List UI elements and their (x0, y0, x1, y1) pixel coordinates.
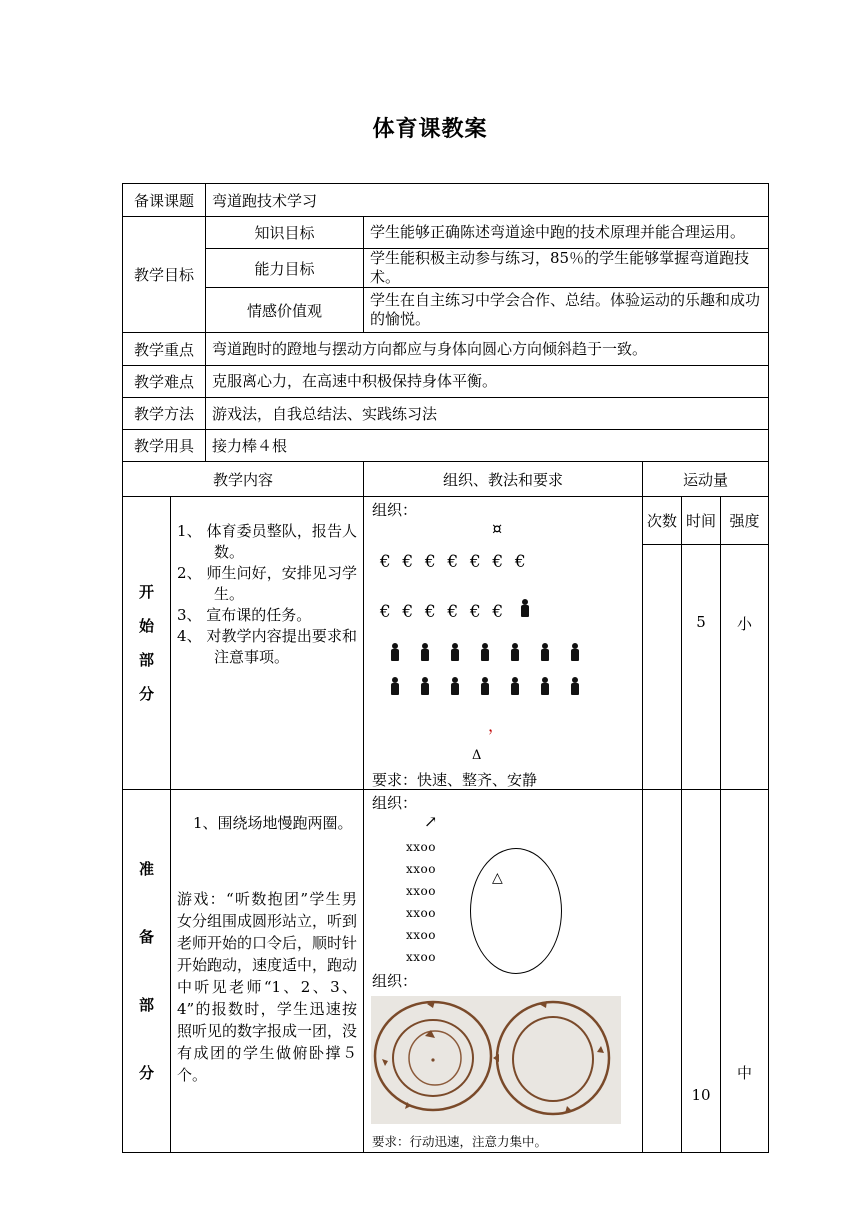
org-header: 组织、教法和要求 (364, 462, 643, 497)
prep-label-char: 备 (138, 928, 154, 946)
person-row-2 (380, 677, 590, 699)
goals-label: 教学目标 (123, 217, 206, 333)
row-group-2 (374, 599, 536, 622)
content-header: 教学内容 (123, 462, 364, 497)
goal-label-ability: 能力目标 (206, 249, 364, 288)
person-icon (530, 643, 560, 661)
prep-section-label (123, 790, 171, 1153)
key-label: 教学重点 (123, 333, 206, 366)
person-row-1 (380, 643, 590, 665)
red-mark: ， (488, 716, 505, 735)
row-group-1 (374, 552, 532, 572)
prep-time: 10 (682, 790, 721, 1153)
person-icon (380, 643, 410, 661)
teacher-triangle-icon: △ (492, 870, 503, 886)
person-icon (440, 643, 470, 661)
student-icon: € (402, 552, 414, 572)
student-icon: € (379, 602, 391, 622)
prep-label-char: 部 (138, 996, 154, 1014)
person-icon (514, 599, 536, 617)
prep-organization (364, 790, 643, 1153)
start-item-list (177, 497, 357, 668)
list-item: 1、围绕场地慢跑两圈。 (193, 814, 353, 832)
start-org-label: 组织： (372, 501, 418, 519)
difficulty-label: 教学难点 (123, 366, 206, 398)
circle-formation-drawing (371, 996, 621, 1124)
start-section-row (123, 497, 769, 545)
prep-intensity: 中 (721, 790, 769, 1153)
goal-value-knowledge: 学生能够正确陈述弯道途中跑的技术原理并能合理运用。 (364, 217, 769, 249)
person-icon (470, 643, 500, 661)
start-label-char: 部 (138, 651, 154, 669)
student-icon: € (402, 602, 414, 622)
person-icon (410, 643, 440, 661)
prep-org-label-1: 组织： (372, 794, 418, 812)
start-section-label (123, 497, 171, 790)
topic-label: 备课课题 (123, 184, 206, 217)
goal-label-knowledge: 知识目标 (206, 217, 364, 249)
difficulty-row (123, 366, 769, 398)
start-label-char: 开 (138, 583, 154, 601)
prep-org-label-2: 组织： (372, 972, 418, 990)
list-item: 4、 对教学内容提出要求和注意事项。 (177, 627, 358, 666)
count-header: 次数 (643, 497, 682, 545)
method-label: 教学方法 (123, 398, 206, 430)
start-requirement: 要求：快速、整齐、安静 (372, 771, 538, 789)
person-icon (500, 677, 530, 695)
student-icon: € (424, 552, 436, 572)
arrow-icon: ↗ (424, 812, 438, 831)
running-track-oval (470, 848, 562, 974)
list-item: 1、 体育委员整队，报告人数。 (177, 522, 358, 561)
list-item: 2、 师生问好，安排见习学生。 (177, 564, 358, 603)
topic-value: 弯道跑技术学习 (206, 184, 769, 217)
person-icon (380, 677, 410, 695)
student-icon: € (514, 552, 526, 572)
goal-value-ability: 学生能积极主动参与练习，85％的学生能够掌握弯道跑技术。 (364, 249, 769, 288)
content-header-row (123, 462, 769, 497)
student-icon: € (447, 552, 459, 572)
xxoo-row: xxoo (406, 906, 436, 920)
student-icon: € (379, 552, 391, 572)
student-icon: € (469, 552, 481, 572)
method-row (123, 398, 769, 430)
student-icon: € (492, 552, 504, 572)
person-icon (440, 677, 470, 695)
formation-photo (371, 996, 621, 1124)
teacher-icon: ¤ (492, 519, 503, 538)
xxoo-row: xxoo (406, 862, 436, 876)
prep-label-char: 准 (138, 860, 154, 878)
goal-row-knowledge (123, 217, 769, 249)
student-icon: € (469, 602, 481, 622)
person-icon (560, 643, 590, 661)
person-icon (530, 677, 560, 695)
start-organization (364, 497, 643, 790)
prep-requirement: 要求：行动迅速，注意力集中。 (372, 1134, 548, 1149)
tools-row (123, 430, 769, 462)
topic-row (123, 184, 769, 217)
person-icon (560, 677, 590, 695)
student-icon: € (424, 602, 436, 622)
student-icon: € (492, 602, 504, 622)
xxoo-row: xxoo (406, 840, 436, 854)
start-intensity: 小 (721, 545, 769, 790)
key-value: 弯道跑时的蹬地与摆动方向都应与身体向圆心方向倾斜趋于一致。 (206, 333, 769, 366)
page-title: 体育课教案 (372, 117, 488, 142)
xxoo-row: xxoo (406, 950, 436, 964)
time-header: 时间 (682, 497, 721, 545)
goal-value-emotion: 学生在自主练习中学会合作、总结。体验运动的乐趣和成功的愉悦。 (364, 288, 769, 333)
list-item: 3、 宣布课的任务。 (177, 606, 312, 624)
prep-content (171, 790, 364, 1153)
start-time: 5 (682, 545, 721, 790)
student-icon: € (447, 602, 459, 622)
tools-value: 接力棒４根 (206, 430, 769, 462)
load-header: 运动量 (643, 462, 769, 497)
start-count (643, 545, 682, 790)
xxoo-row: xxoo (406, 884, 436, 898)
delta-mark: Δ (472, 748, 482, 763)
key-row (123, 333, 769, 366)
goal-row-emotion (123, 288, 769, 333)
intensity-header: 强度 (721, 497, 769, 545)
person-icon (470, 677, 500, 695)
start-label-char: 始 (138, 617, 154, 635)
method-value: 游戏法，自我总结法、实践练习法 (206, 398, 769, 430)
tools-label: 教学用具 (123, 430, 206, 462)
prep-label-char: 分 (138, 1064, 154, 1082)
person-icon (500, 643, 530, 661)
goal-row-ability (123, 249, 769, 288)
lesson-plan-table (122, 183, 769, 1153)
difficulty-value: 克服离心力，在高速中积极保持身体平衡。 (206, 366, 769, 398)
goal-label-emotion: 情感价值观 (206, 288, 364, 333)
prep-item-1 (177, 790, 357, 834)
start-label-char: 分 (138, 685, 154, 703)
person-icon (410, 677, 440, 695)
start-content (171, 497, 364, 790)
prep-count (643, 790, 682, 1153)
prep-game-text: 游戏：“听数抱团”学生男女分组围成圆形站立，听到老师开始的口令后，顺时针开始跑动，速度适中，跑动中听见老师“1、2、3、4”的报数时，学生迅速按照听见的数字报成一团，没有成团的学生做俯卧撑５个。 (177, 890, 358, 1084)
xxoo-row: xxoo (406, 928, 436, 942)
prep-section-row (123, 790, 769, 1153)
